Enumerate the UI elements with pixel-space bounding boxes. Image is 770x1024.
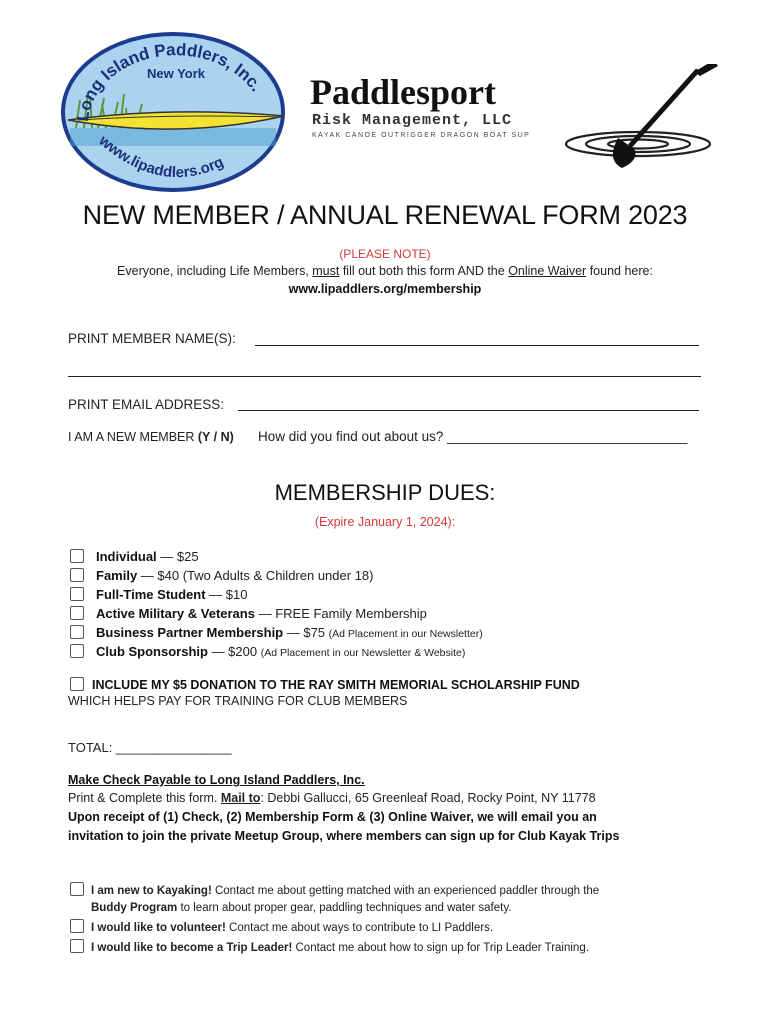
info-text-1: Everyone, including Life Members, bbox=[117, 264, 313, 278]
membership-dues-title: MEMBERSHIP DUES: bbox=[274, 480, 496, 505]
logo-prm-name: Paddlesport bbox=[310, 72, 497, 112]
option-club-sponsorship: Club Sponsorship — $200 (Ad Placement in our Newsletter & Website) bbox=[96, 644, 466, 659]
email-label: PRINT EMAIL ADDRESS: bbox=[68, 397, 225, 412]
buddy-program-text: Buddy Program to learn about proper gear, paddling techniques and water safety. bbox=[91, 902, 512, 914]
member-name-label: PRINT MEMBER NAME(S): bbox=[68, 331, 236, 346]
option-individual: Individual — $25 bbox=[96, 549, 199, 564]
volunteer-text: I would like to volunteer! Contact me about ways to contribute to LI Paddlers. bbox=[91, 922, 494, 934]
info-text-2: fill out both this form AND the bbox=[339, 264, 509, 278]
new-to-kayaking-checkbox[interactable] bbox=[70, 882, 84, 896]
member-name-field-2[interactable] bbox=[68, 376, 701, 377]
option-student: Full-Time Student — $10 bbox=[96, 587, 248, 602]
info-must: must bbox=[312, 264, 340, 278]
logo-lip-url: www.lipaddlers.org bbox=[95, 132, 227, 182]
trip-leader-checkbox[interactable] bbox=[70, 939, 84, 953]
new-to-kayaking-text: I am new to Kayaking! Contact me about getting matched with an experienced paddler through the bbox=[91, 885, 600, 897]
individual-checkbox[interactable] bbox=[70, 549, 84, 563]
logo-lip-state: New York bbox=[146, 66, 206, 81]
new-member-yn-field[interactable]: (Y / N) bbox=[197, 430, 234, 444]
please-note: (PLEASE NOTE) bbox=[339, 247, 431, 261]
info-text-3: found here: bbox=[586, 264, 653, 278]
business-partner-checkbox[interactable] bbox=[70, 625, 84, 639]
receipt-line-1: Upon receipt of (1) Check, (2) Membership Form & (3) Online Waiver, we will email you an bbox=[68, 810, 597, 824]
option-family: Family — $40 (Two Adults & Children under 18) bbox=[96, 568, 374, 583]
student-checkbox[interactable] bbox=[70, 587, 84, 601]
found-us-field[interactable]: How did you find out about us? ________________________________ bbox=[258, 429, 688, 444]
volunteer-checkbox[interactable] bbox=[70, 919, 84, 933]
member-name-field[interactable] bbox=[255, 345, 699, 346]
donation-label: INCLUDE MY $5 DONATION TO THE RAY SMITH MEMORIAL SCHOLARSHIP FUND bbox=[92, 678, 580, 692]
family-checkbox[interactable] bbox=[70, 568, 84, 582]
check-payable: Make Check Payable to Long Island Paddlers, Inc. bbox=[68, 773, 365, 787]
expire-note: (Expire January 1, 2024): bbox=[314, 515, 456, 529]
donation-sub: WHICH HELPS PAY FOR TRAINING FOR CLUB MEMBERS bbox=[68, 694, 408, 708]
new-member-line bbox=[68, 430, 234, 444]
trip-leader-text: I would like to become a Trip Leader! Contact me about how to sign up for Trip Leader Training. bbox=[91, 942, 589, 954]
receipt-line-2: invitation to join the private Meetup Group, where members can sign up for Club Kayak Trips bbox=[68, 829, 620, 843]
option-military: Active Military & Veterans — FREE Family Membership bbox=[96, 606, 427, 621]
paddlesport-risk-management-logo bbox=[300, 64, 720, 174]
total-field[interactable]: TOTAL: ________________ bbox=[68, 740, 232, 755]
mail-to-line: Print & Complete this form. Mail to: Debbi Gallucci, 65 Greenleaf Road, Rocky Point, NY 11778 bbox=[68, 791, 596, 805]
military-checkbox[interactable] bbox=[70, 606, 84, 620]
option-business-partner: Business Partner Membership — $75 (Ad Placement in our Newsletter) bbox=[96, 625, 483, 640]
logo-prm-sub: Risk Management, LLC bbox=[312, 112, 513, 129]
membership-url[interactable]: www.lipaddlers.org/membership bbox=[288, 282, 482, 296]
logo-lip-name: Long Island Paddlers, Inc. bbox=[72, 40, 267, 123]
mail-to-label: Mail to bbox=[220, 791, 261, 805]
long-island-paddlers-logo bbox=[58, 30, 288, 194]
email-field[interactable] bbox=[238, 410, 699, 411]
logo-prm-tagline: KAYAK CANOE OUTRIGGER DRAGON BOAT SUP bbox=[312, 132, 531, 139]
online-waiver-link[interactable]: Online Waiver bbox=[508, 264, 587, 278]
form-title: NEW MEMBER / ANNUAL RENEWAL FORM 2023 bbox=[82, 200, 688, 230]
new-member-label: I AM A NEW MEMBER bbox=[68, 430, 198, 444]
club-sponsorship-checkbox[interactable] bbox=[70, 644, 84, 658]
info-line bbox=[0, 264, 770, 278]
donation-checkbox[interactable] bbox=[70, 677, 84, 691]
